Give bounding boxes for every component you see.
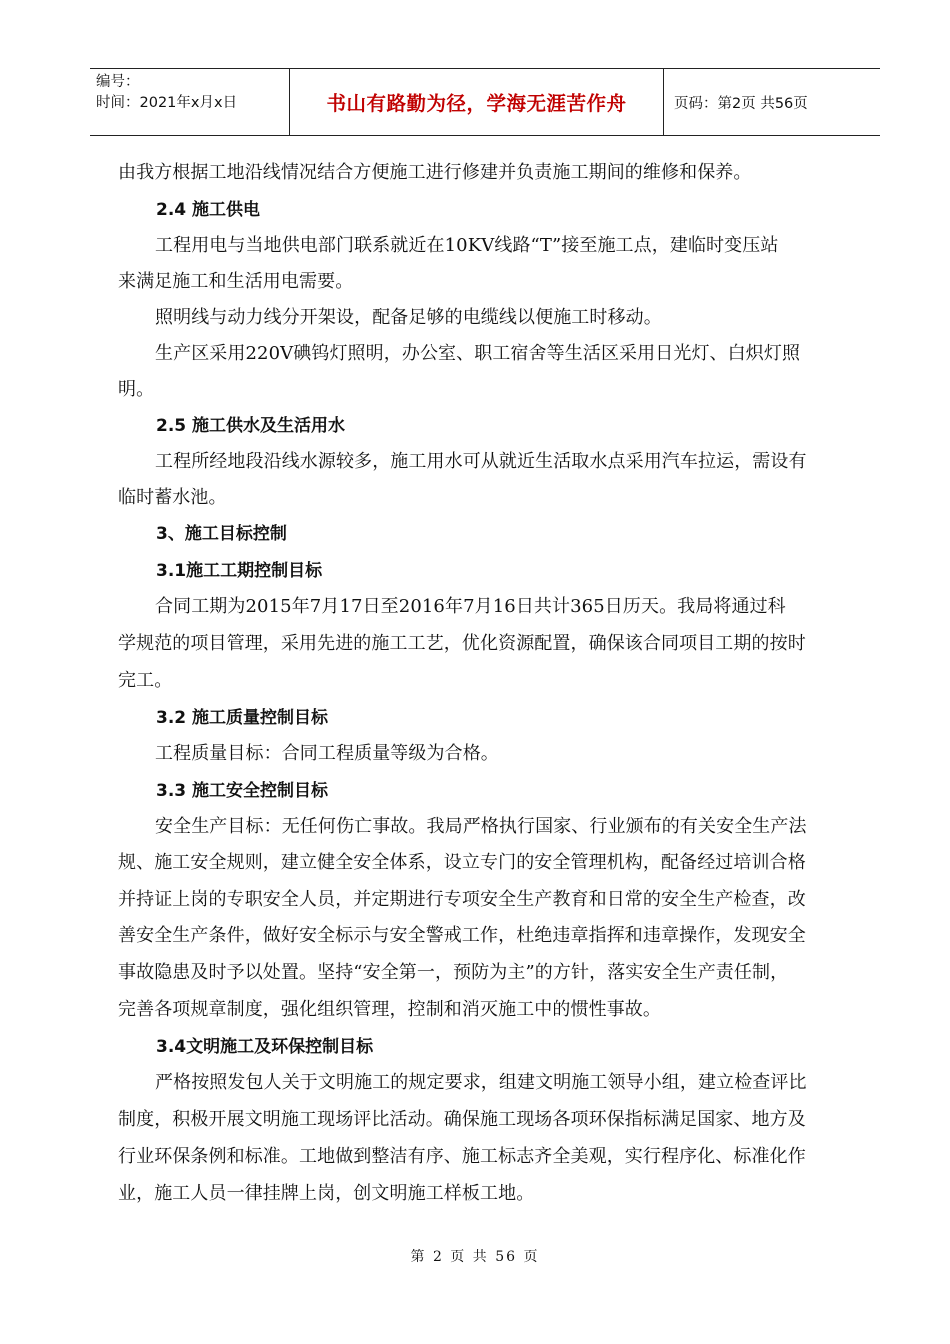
paragraph-line: 照明线与动力线分开架设，配备足够的电缆线以便施工时移动。 bbox=[155, 307, 662, 328]
paragraph-line: 明。 bbox=[118, 379, 155, 400]
paragraph-line: 业，施工人员一律挂牌上岗，创文明施工样板工地。 bbox=[118, 1183, 535, 1204]
paragraph-line: 事故隐患及时予以处置。坚持“安全第一，预防为主”的方针，落实安全生产责任制， bbox=[118, 962, 789, 983]
paragraph-line: 规、施工安全规则，建立健全安全体系，设立专门的安全管理机构，配备经过培训合格 bbox=[118, 852, 806, 873]
section-heading-3-4: 3.4文明施工及环保控制目标 bbox=[156, 1037, 374, 1057]
paragraph-line: 工程所经地段沿线水源较多，施工用水可从就近生活取水点采用汽车拉运，需设有 bbox=[155, 451, 807, 472]
section-heading-2-4: 2.4 施工供电 bbox=[156, 200, 261, 220]
paragraph-line: 来满足施工和生活用电需要。 bbox=[118, 271, 354, 292]
paragraph-line: 行业环保条例和标准。工地做到整洁有序、施工标志齐全美观，实行程序化、标准化作 bbox=[118, 1146, 806, 1167]
header-motto: 书山有路勤为径，学海无涯苦作舟 bbox=[326, 92, 627, 115]
header-meta bbox=[90, 69, 289, 135]
paragraph-line: 安全生产目标：无任何伤亡事故。我局严格执行国家、行业颁布的有关安全生产法 bbox=[155, 816, 807, 837]
page-footer: 第 2 页 共 56 页 bbox=[410, 1249, 540, 1265]
paragraph-line: 并持证上岗的专职安全人员，并定期进行专项安全生产教育和日常的安全生产检查，改 bbox=[118, 889, 806, 910]
paragraph-line: 生产区采用220V碘钨灯照明，办公室、职工宿舍等生活区采用日光灯、白炽灯照 bbox=[155, 343, 801, 364]
header-motto-cell bbox=[289, 69, 664, 135]
paragraph-line: 工程质量目标：合同工程质量等级为合格。 bbox=[155, 743, 499, 764]
paragraph-line: 由我方根据工地沿线情况结合方便施工进行修建并负责施工期间的维修和保养。 bbox=[118, 162, 752, 183]
paragraph-line: 工程用电与当地供电部门联系就近在10KV线路“T”接至施工点，建临时变压站 bbox=[155, 235, 779, 256]
paragraph-line: 完工。 bbox=[118, 670, 173, 691]
header-page-cell bbox=[664, 69, 880, 135]
page-header bbox=[90, 68, 880, 136]
paragraph-line: 临时蓄水池。 bbox=[118, 487, 227, 508]
paragraph-line: 严格按照发包人关于文明施工的规定要求，组建文明施工领导小组，建立检查评比 bbox=[155, 1072, 807, 1093]
section-heading-3-3: 3.3 施工安全控制目标 bbox=[156, 781, 329, 801]
paragraph-line: 善安全生产条件，做好安全标示与安全警戒工作，杜绝违章指挥和违章操作，发现安全 bbox=[118, 925, 806, 946]
document-time-label: 时间：2021年x月x日 bbox=[96, 95, 238, 111]
paragraph-line: 合同工期为2015年7月17日至2016年7月16日共计365日历天。我局将通过科 bbox=[155, 596, 786, 617]
section-heading-2-5: 2.5 施工供水及生活用水 bbox=[156, 416, 346, 436]
paragraph-line: 学规范的项目管理，采用先进的施工工艺，优化资源配置，确保该合同项目工期的按时 bbox=[118, 633, 806, 654]
section-heading-3-2: 3.2 施工质量控制目标 bbox=[156, 708, 329, 728]
section-heading-3-1: 3.1施工工期控制目标 bbox=[156, 561, 323, 581]
paragraph-line: 制度，积极开展文明施工现场评比活动。确保施工现场各项环保指标满足国家、地方及 bbox=[118, 1109, 806, 1130]
paragraph-line: 完善各项规章制度，强化组织管理，控制和消灭施工中的惯性事故。 bbox=[118, 999, 661, 1020]
header-page-info: 页码：第2页 共56页 bbox=[674, 95, 808, 112]
section-heading-3: 3、施工目标控制 bbox=[156, 524, 287, 544]
document-number-label: 编号： bbox=[96, 74, 140, 90]
